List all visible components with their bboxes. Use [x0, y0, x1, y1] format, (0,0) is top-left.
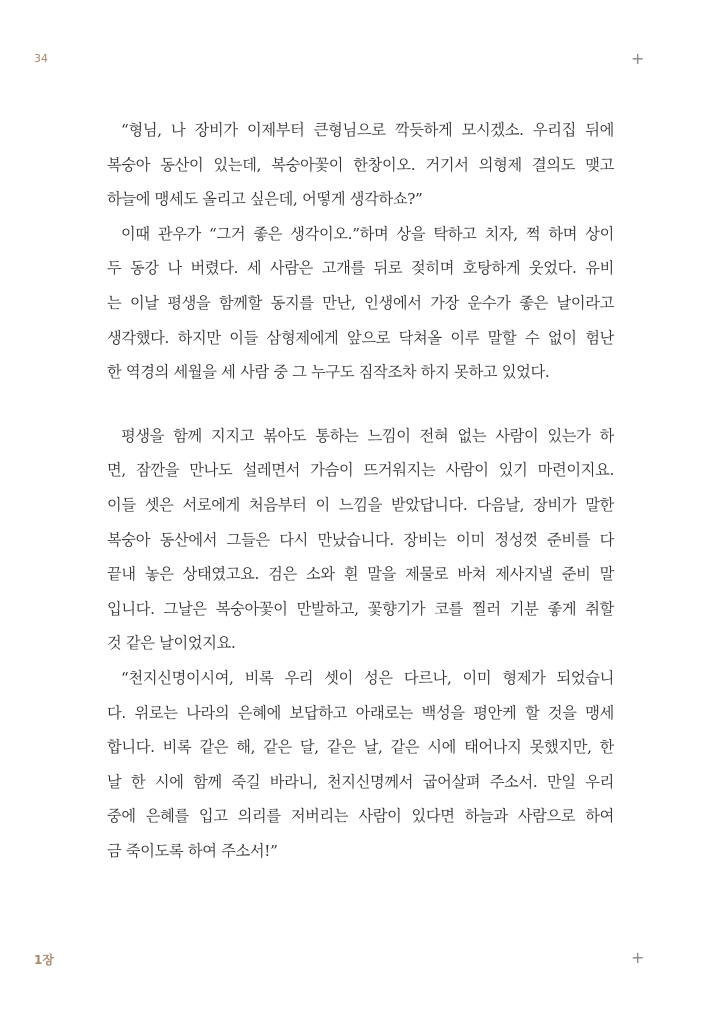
- text-line: 복숭아 동산이 있는데, 복숭아꽃이 한창이오. 거기서 의형제 결의도 맺고: [107, 155, 614, 174]
- text-line: 면, 잠깐을 만나도 설레면서 가슴이 뜨거워지는 사람이 있기 마련이지요.: [107, 461, 614, 480]
- paragraph: [107, 666, 614, 874]
- text-line: 는 이날 평생을 함께할 동지를 만난, 인생에서 가장 운수가 좋은 날이라고: [107, 293, 614, 312]
- crop-mark-plus-icon: +: [631, 49, 645, 68]
- paragraph: [107, 424, 614, 666]
- text-line: 이때 관우가 “그거 좋은 생각이오.”하며 상을 탁하고 치자, 쩍 하며 상이: [121, 224, 614, 243]
- paragraph: [107, 118, 614, 222]
- text-line: 날 한 시에 함께 죽길 바라니, 천지신명께서 굽어살펴 주소서. 만일 우리: [107, 772, 614, 791]
- text-line: 합니다. 비록 같은 해, 같은 달, 같은 날, 같은 시에 태어나지 못했지만, 한: [107, 738, 614, 757]
- text-line: 두 동강 나 버렸다. 세 사람은 고개를 뒤로 젖히며 호탕하게 웃었다. 유비: [107, 259, 614, 278]
- paragraph: [107, 222, 614, 395]
- text-line: 중에 은혜를 입고 의리를 저버리는 사람이 있다면 하늘과 사람으로 하여: [107, 807, 614, 826]
- text-line: 생각했다. 하지만 이들 삼형제에게 앞으로 닥쳐올 이루 말할 수 없이 험난: [107, 328, 614, 347]
- text-line: 금 죽이도록 하여 주소서!”: [107, 841, 278, 860]
- text-line: 끝내 놓은 상태였고요. 검은 소와 흰 말을 제물로 바쳐 제사지낼 준비 말: [107, 565, 614, 584]
- chapter-label: 1장: [34, 953, 54, 967]
- text-line: 입니다. 그날은 복숭아꽃이 만발하고, 꽃향기가 코를 찔러 기분 좋게 취할: [107, 599, 614, 618]
- text-line: 복숭아 동산에서 그들은 다시 만났습니다. 장비는 이미 정성껏 준비를 다: [107, 530, 614, 549]
- text-line: 평생을 함께 지지고 볶아도 통하는 느낌이 전혀 없는 사람이 있는가 하: [121, 426, 614, 445]
- text-line: “천지신명이시여, 비록 우리 셋이 성은 다르나, 이미 형제가 되었습니: [121, 668, 614, 687]
- text-line: 다. 위로는 나라의 은혜에 보답하고 아래로는 백성을 평안케 할 것을 맹세: [107, 703, 614, 722]
- text-line: 하늘에 맹세도 올리고 싶은데, 어떻게 생각하쇼?”: [107, 190, 423, 209]
- text-line: “형님, 나 장비가 이제부터 큰형님으로 깍듯하게 모시겠소. 우리집 뒤에: [121, 121, 614, 139]
- text-line: 이들 셋은 서로에게 처음부터 이 느낌을 받았답니다. 다음날, 장비가 말한: [107, 495, 614, 514]
- text-line: 것 같은 날이었지요.: [107, 634, 236, 653]
- page-number: 34: [34, 52, 48, 65]
- crop-mark-plus-icon: +: [631, 948, 645, 967]
- text-line: 한 역경의 세월을 세 사람 중 그 누구도 짐작조차 하지 못하고 있었다.: [107, 363, 550, 382]
- body-text: [107, 118, 614, 873]
